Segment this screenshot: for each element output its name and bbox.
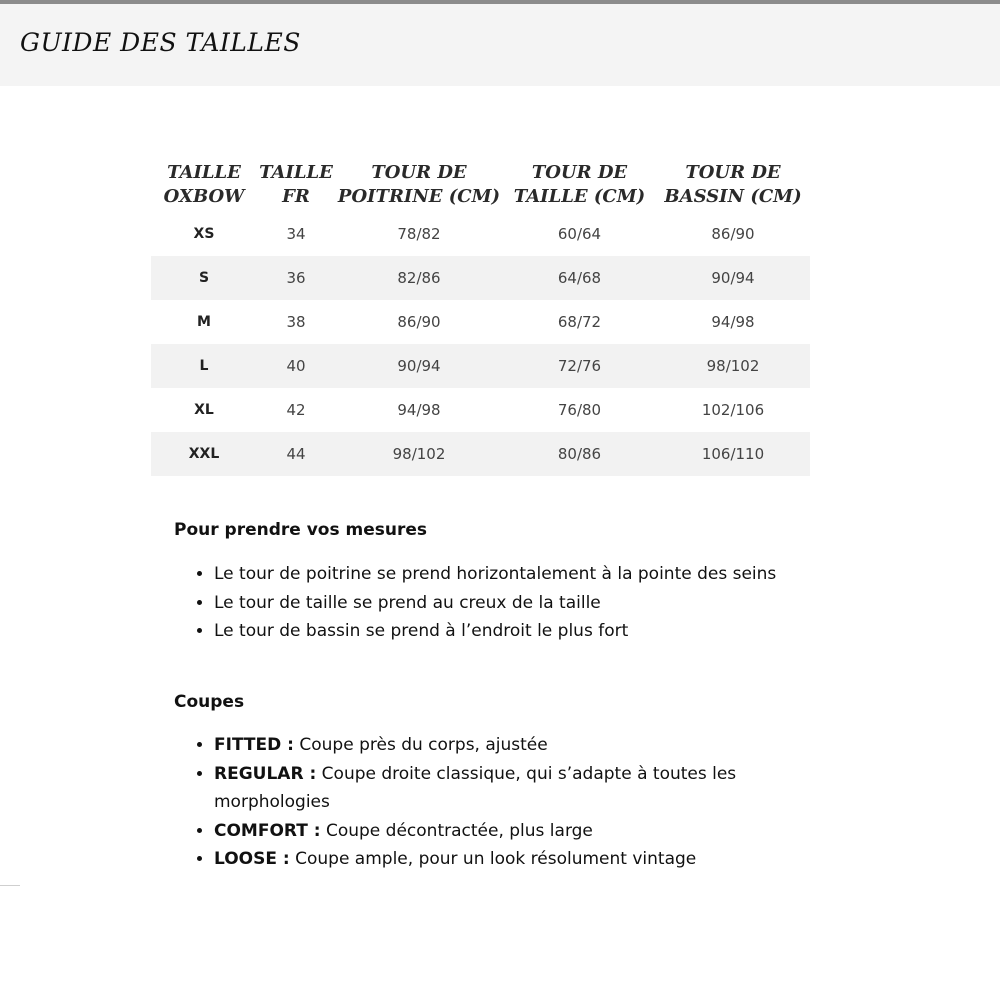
cell-tour-bassin: 102/106: [701, 401, 765, 419]
cell-taille-oxbow: XXL: [151, 432, 257, 476]
fit-description: Coupe décontractée, plus large: [320, 820, 593, 841]
cell-tour-poitrine: 86/90: [397, 313, 441, 331]
table-row: [151, 300, 810, 344]
cell-taille-oxbow: XL: [194, 402, 214, 418]
fit-term: REGULAR :: [214, 763, 317, 784]
cell-taille-fr: 44: [257, 432, 335, 476]
divider: [0, 885, 20, 886]
cell-taille-oxbow: L: [151, 344, 257, 388]
list-item: • Le tour de taille se prend au creux de la taille: [214, 589, 814, 618]
header-line: TOUR DE: [685, 162, 781, 183]
column-header-tour-bassin: [656, 158, 810, 212]
cell-taille-oxbow: M: [197, 314, 211, 330]
cell-tour-poitrine: 90/94: [335, 344, 503, 388]
header-line: FR: [282, 186, 310, 207]
fit-description: Coupe près du corps, ajustée: [293, 735, 548, 755]
fits-list: [174, 731, 774, 874]
column-header-tour-poitrine: [335, 158, 503, 212]
column-header-taille-oxbow: [151, 158, 257, 212]
measures-list: [174, 560, 814, 646]
header-line: TAILLE: [259, 162, 333, 183]
cell-tour-poitrine: 98/102: [335, 432, 503, 476]
cell-tour-taille: 64/68: [503, 256, 656, 300]
cell-taille-fr: 40: [257, 344, 335, 388]
fits-heading: Coupes: [174, 692, 245, 712]
cell-tour-poitrine: 78/82: [397, 225, 441, 243]
cell-taille-fr: 42: [286, 401, 306, 419]
cell-tour-bassin: 86/90: [711, 225, 755, 243]
cell-tour-poitrine: 94/98: [397, 401, 441, 419]
list-item: [214, 760, 774, 817]
cell-tour-poitrine: 82/86: [335, 256, 503, 300]
measures-heading: Pour prendre vos mesures: [174, 520, 428, 540]
table-row: [151, 432, 810, 476]
table-row: [151, 344, 810, 388]
cell-tour-bassin: 94/98: [711, 313, 755, 331]
fit-description: Coupe ample, pour un look résolument vintage: [289, 849, 697, 870]
header-line: TOUR DE: [371, 162, 467, 183]
list-item: • Le tour de bassin se prend à l’endroit le plus fort: [214, 617, 814, 646]
cell-tour-taille: 76/80: [557, 401, 602, 419]
cell-tour-bassin: 98/102: [656, 344, 810, 388]
cell-tour-taille: 60/64: [557, 225, 602, 243]
cell-tour-taille: 72/76: [503, 344, 656, 388]
list-item: • Le tour de poitrine se prend horizontalement à la pointe des seins: [214, 560, 814, 589]
fit-term: COMFORT :: [214, 820, 321, 841]
header-bar: [0, 4, 1000, 86]
header-line: TAILLE: [167, 162, 241, 183]
list-item: [214, 845, 774, 874]
table-row: [151, 256, 810, 300]
fit-description: Coupe droite classique, qui s’adapte à toutes les morphologies: [214, 763, 737, 813]
column-header-tour-taille: [503, 158, 656, 212]
header-line: OXBOW: [163, 186, 245, 207]
cell-taille-oxbow: S: [151, 256, 257, 300]
cell-taille-fr: 36: [257, 256, 335, 300]
cell-tour-taille: 68/72: [557, 313, 602, 331]
cell-tour-bassin: 90/94: [656, 256, 810, 300]
fit-term: LOOSE :: [214, 849, 290, 870]
table-row: [151, 388, 810, 432]
list-item: [214, 731, 774, 760]
column-header-taille-fr: [257, 158, 335, 212]
size-chart-table: [151, 158, 810, 476]
fit-term: FITTED :: [214, 735, 294, 755]
header-line: TAILLE (CM): [513, 186, 646, 207]
cell-taille-fr: 34: [286, 225, 306, 243]
header-line: BASSIN (CM): [664, 186, 802, 207]
list-item: [214, 817, 774, 846]
header-line: TOUR DE: [531, 162, 628, 183]
cell-tour-taille: 80/86: [503, 432, 656, 476]
cell-tour-bassin: 106/110: [656, 432, 810, 476]
table-header-row: [151, 158, 810, 212]
table-row: [151, 212, 810, 256]
page-title: GUIDE DES TAILLES: [20, 28, 301, 57]
cell-taille-oxbow: XS: [193, 226, 215, 242]
header-line: POITRINE (CM): [337, 186, 501, 207]
cell-taille-fr: 38: [286, 313, 306, 331]
